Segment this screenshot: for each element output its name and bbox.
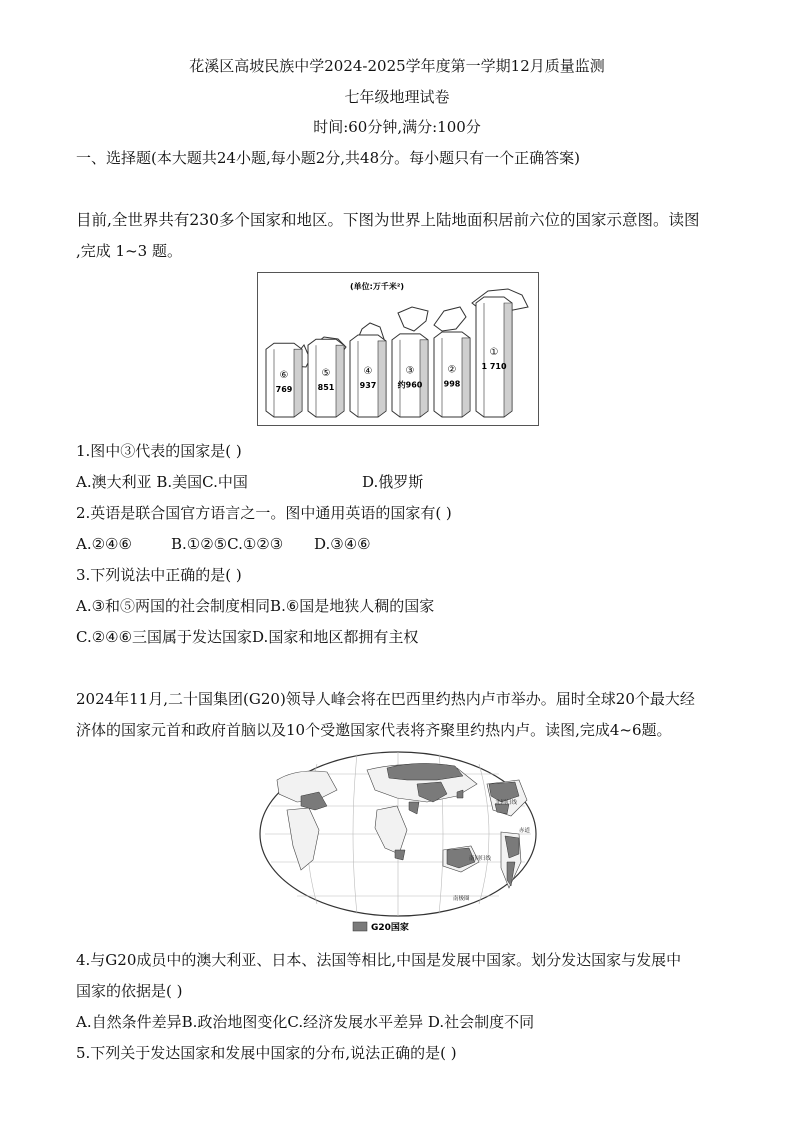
q4-stem-line1: 4.与G20成员中的澳大利亚、日本、法国等相比,中国是发展中国家。划分发达国家与发展中 xyxy=(76,951,682,969)
country-area-figure xyxy=(257,272,539,426)
tropic-capricorn-label: 南回归线 xyxy=(469,856,492,862)
area-bar-side xyxy=(420,340,428,417)
q2-option-d: D.③④⑥ xyxy=(314,535,371,553)
g20-map-figure xyxy=(257,750,539,936)
q2-stem: 2.英语是联合国官方语言之一。图中通用英语的国家有( ) xyxy=(76,504,452,522)
q1-stem: 1.图中③代表的国家是( ) xyxy=(76,442,242,460)
equator-label: 赤道 xyxy=(519,828,531,834)
area-bar-mark: ② xyxy=(447,364,457,376)
school-title: 花溪区高坡民族中学2024-2025学年度第一学期12月质量监测 xyxy=(189,57,605,75)
passage2-line1: 2024年11月,二十国集团(G20)领导人峰会将在巴西里约热内卢市举办。届时全球20个最大经 xyxy=(76,690,695,708)
passage2-line2: 济体的国家元首和政府首脑以及10个受邀国家代表将齐聚里约热内卢。读图,完成4~6题。 xyxy=(76,721,672,739)
q2-options-bc: B.①②⑤C.①②③ xyxy=(171,535,284,553)
passage1-line1: 目前,全世界共有230多个国家和地区。下图为世界上陆地面积居前六位的国家示意图。读图 xyxy=(76,211,700,229)
area-bar-side xyxy=(378,341,386,417)
area-bar-side xyxy=(336,345,344,417)
area-bar-side xyxy=(462,338,470,417)
area-bar-value: 851 xyxy=(317,383,335,393)
passage1-line2: ,完成 1~3 题。 xyxy=(76,242,182,260)
q1-options-abc: A.澳大利亚 B.美国C.中国 xyxy=(76,473,248,491)
legend-swatch xyxy=(353,922,367,931)
q4-stem-line2: 国家的依据是( ) xyxy=(76,982,183,1000)
q3-options-cd: C.②④⑥三国属于发达国家D.国家和地区都拥有主权 xyxy=(76,628,419,646)
area-bar-side xyxy=(504,303,512,417)
area-bar-mark: ① xyxy=(489,347,499,358)
area-bar-value: 937 xyxy=(359,380,377,390)
area-bar-value: 769 xyxy=(275,385,293,395)
q1-option-d: D.俄罗斯 xyxy=(362,473,424,491)
q4-options: A.自然条件差异B.政治地图变化C.经济发展水平差异 D.社会制度不同 xyxy=(76,1013,535,1031)
antarctic-circle-label: 南极圈 xyxy=(453,896,470,902)
area-bar-mark: ⑥ xyxy=(279,370,289,382)
area-bar-value: 1 710 xyxy=(481,362,507,371)
area-bar-value: 约960 xyxy=(397,380,423,390)
area-bar-mark: ⑤ xyxy=(321,368,331,380)
area-bar-value: 998 xyxy=(443,379,461,389)
exam-info: 时间:60分钟,满分:100分 xyxy=(313,118,481,136)
area-bar-mark: ④ xyxy=(363,365,373,377)
tropic-cancer-label: 北回归线 xyxy=(495,800,518,806)
area-bar-mark: ③ xyxy=(405,365,415,377)
q2-option-a: A.②④⑥ xyxy=(76,535,132,553)
china-outline xyxy=(398,307,428,331)
subject-title: 七年级地理试卷 xyxy=(344,88,450,106)
legend-label: G20国家 xyxy=(371,923,409,933)
q5-stem: 5.下列关于发达国家和发展中国家的分布,说法正确的是( ) xyxy=(76,1044,457,1062)
q3-stem: 3.下列说法中正确的是( ) xyxy=(76,566,242,584)
q3-options-ab: A.③和⑤两国的社会制度相同B.⑥国是地狭人稠的国家 xyxy=(76,597,435,615)
canada-outline xyxy=(434,307,466,331)
section-heading: 一、选择题(本大题共24小题,每小题2分,共48分。每小题只有一个正确答案) xyxy=(76,149,580,167)
area-bar-side xyxy=(294,349,302,417)
g20-map-svg xyxy=(257,750,539,936)
unit-label: (单位:万千米²) xyxy=(350,282,405,291)
country-area-svg xyxy=(258,273,538,425)
